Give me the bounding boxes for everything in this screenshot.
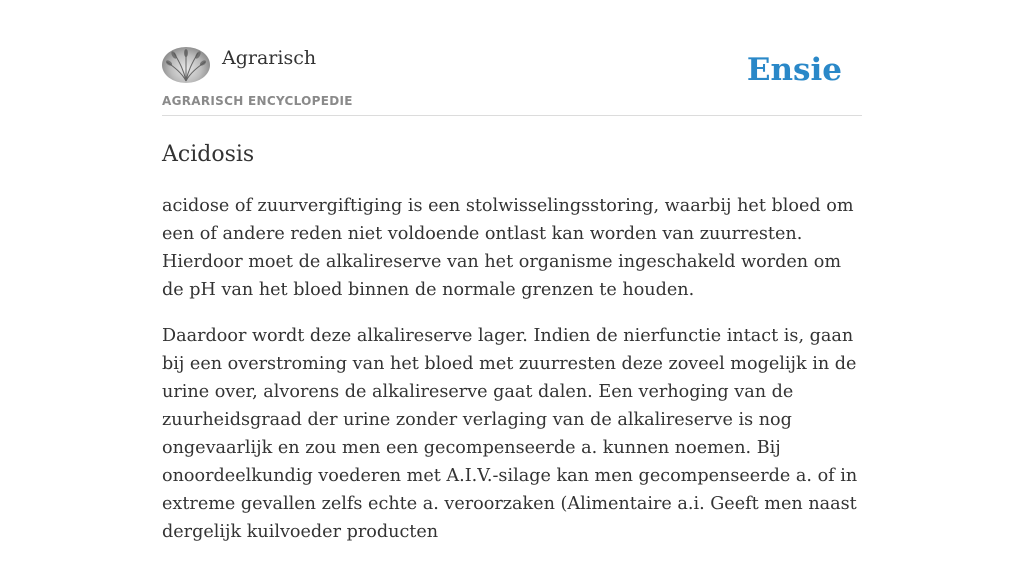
wheat-logo-icon[interactable] <box>162 47 210 83</box>
site-name[interactable]: Agrarisch <box>222 47 317 69</box>
brand-logo-link[interactable]: Ensie <box>746 52 842 88</box>
article-body <box>162 192 862 564</box>
article-paragraph: Daardoor wordt deze alkalireserve lager. Indien de nierfunctie intact is, gaan bij een overstroming van het bloed met zuurresten deze zoveel mogelijk in de urine over, alvorens de alkalireserve gaat dalen. Een verhoging van de zuurheidsgraad der urine zonder verlaging van de alkalireserve is nog ongevaarlijk en zou men een gecompenseerde a. kunnen noemen. Bij onoordeelkundig voederen met A.I.V.-silage kan men gecompenseerde a. of in extreme gevallen zelfs echte a. veroorzaken (Alimentaire a.i. Geeft men naast dergelijk kuilvoeder producten <box>162 326 858 542</box>
wheat-logo-graphic <box>162 47 210 83</box>
page-title: Acidosis <box>162 142 255 167</box>
site-subtitle: AGRARISCH ENCYCLOPEDIE <box>162 94 353 108</box>
article-paragraph: acidose of zuurvergiftiging is een stolwisselingsstoring, waarbij het bloed om een of andere reden niet voldoende ontlast kan worden van zuurresten. Hierdoor moet de alkalireserve van het organisme ingeschakeld worden om de pH van het bloed binnen de normale grenzen te houden. <box>162 196 854 300</box>
content-column <box>162 0 862 542</box>
site-header <box>162 0 862 116</box>
